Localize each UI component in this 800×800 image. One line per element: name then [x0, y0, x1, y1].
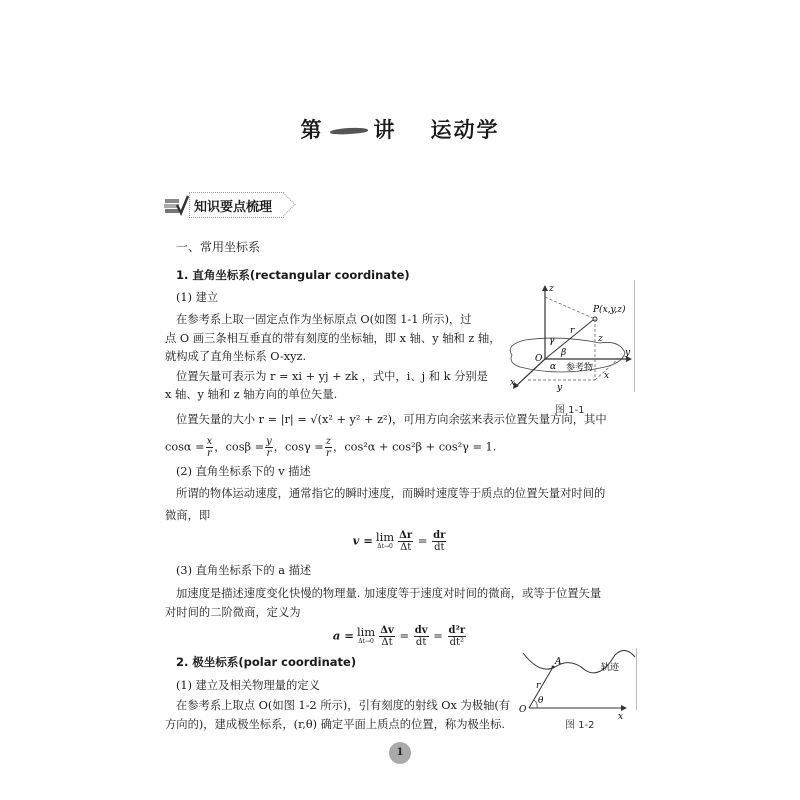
- svg-text:y: y: [625, 348, 631, 358]
- paragraph-line: 方向的)，建成极坐标系，(r,θ) 确定平面上质点的位置，称为极坐标.: [165, 718, 505, 731]
- polar-heading: 2. 极坐标系(polar coordinate): [176, 655, 357, 669]
- svg-text:γ: γ: [549, 336, 555, 346]
- polar-sub1: (1) 建立及相关物理量的定义: [176, 679, 320, 692]
- chapter-title: [0, 114, 800, 144]
- paragraph-line: 微商，即: [165, 509, 211, 522]
- paragraph-line: 加速度是描述速度变化快慢的物理量. 加速度等于速度对时间的微商，或等于位置矢量: [176, 587, 602, 600]
- svg-text:x: x: [618, 712, 624, 720]
- acceleration-equation: a = lim Δt→0 $\frac{\Delta v}{\Delta t}$ = $\frac{dv}{dt}$ = $\frac{\text{d²r}}{\text{dt²}}$: [332, 624, 466, 648]
- chapter-suffix: 讲: [373, 118, 397, 142]
- svg-text:z: z: [549, 284, 554, 294]
- figure-polar-coordinates: [515, 645, 640, 720]
- svg-text:α: α: [550, 362, 557, 372]
- svg-text:参考物: 参考物: [566, 363, 594, 373]
- badge-label: 知识要点梳理: [194, 199, 273, 215]
- figure-1-1-caption: 图 1-1: [555, 405, 585, 416]
- section-title: 一、常用坐标系: [176, 240, 261, 254]
- svg-text:r: r: [536, 681, 541, 691]
- paragraph-line: 所谓的物体运动速度，通常指它的瞬时速度，而瞬时速度等于质点的位置矢量对时间的: [176, 487, 606, 500]
- svg-text:β: β: [561, 348, 567, 358]
- svg-text:y: y: [557, 383, 563, 393]
- chapter-name: 运动学: [430, 118, 500, 142]
- chapter-prefix: 第: [300, 118, 324, 142]
- page-number: 1: [389, 742, 411, 764]
- paragraph-line: 就构成了直角坐标系 O-xyz.: [165, 350, 307, 363]
- svg-text:O: O: [535, 354, 543, 364]
- svg-text:轨迹: 轨迹: [601, 663, 620, 673]
- direction-cosines: cosα = $\frac{x}{r}$ ，cosβ = $\frac{y}{r}$ ，cosγ = $\frac{z}{r}$ ，cos²α + cos²β + cos²γ = 1.: [165, 436, 497, 459]
- velocity-equation: v = lim Δt→0 $\frac{\Delta r}{\Delta t}$ = $\frac{dr}{dt}$: [352, 529, 446, 553]
- paragraph-line: 位置矢量可表示为 r = xi + yj + zk ，式中，i、j 和 k 分别是: [176, 370, 488, 383]
- paragraph-line: 在参考系上取一固定点作为坐标原点 O(如图 1-1 所示)，过: [176, 313, 472, 326]
- svg-text:r: r: [570, 326, 575, 336]
- paragraph-line: 在参考系上取点 O(如图 1-2 所示)，引有刻度的射线 Ox 为极轴(有: [176, 699, 511, 712]
- svg-text:x: x: [510, 378, 516, 388]
- svg-text:O: O: [519, 705, 527, 715]
- books-check-icon: [163, 193, 189, 217]
- rect-sub2: (2) 直角坐标系下的 v 描述: [176, 465, 311, 478]
- paragraph-line: 位置矢量的大小 r = |r| = √(x² + y² + z²)，可用方向余弦来表示位置矢量方向，其中: [176, 413, 607, 426]
- svg-text:A: A: [555, 657, 562, 667]
- svg-text:z: z: [598, 334, 603, 344]
- svg-text:x: x: [604, 371, 610, 381]
- paragraph-line: x 轴、y 轴和 z 轴方向的单位矢量.: [165, 388, 338, 401]
- figure-rectangular-coordinates: [500, 275, 650, 400]
- rect-sub1: (1) 建立: [176, 291, 219, 304]
- figure-1-2-caption: 图 1-2: [565, 720, 595, 731]
- paragraph-line: 对时间的二阶微商，定义为: [165, 606, 301, 619]
- rect-sub3: (3) 直角坐标系下的 a 描述: [176, 564, 312, 577]
- rect-heading: 1. 直角坐标系(rectangular coordinate): [176, 268, 410, 282]
- chapter-number-brush: [329, 127, 367, 135]
- paragraph-line: 点 O 画三条相互垂直的带有刻度的坐标轴，即 x 轴、y 轴和 z 轴，: [165, 332, 501, 345]
- svg-text:P(x,y,z): P(x,y,z): [593, 305, 626, 315]
- svg-text:θ: θ: [538, 696, 544, 706]
- section-badge: [163, 191, 284, 219]
